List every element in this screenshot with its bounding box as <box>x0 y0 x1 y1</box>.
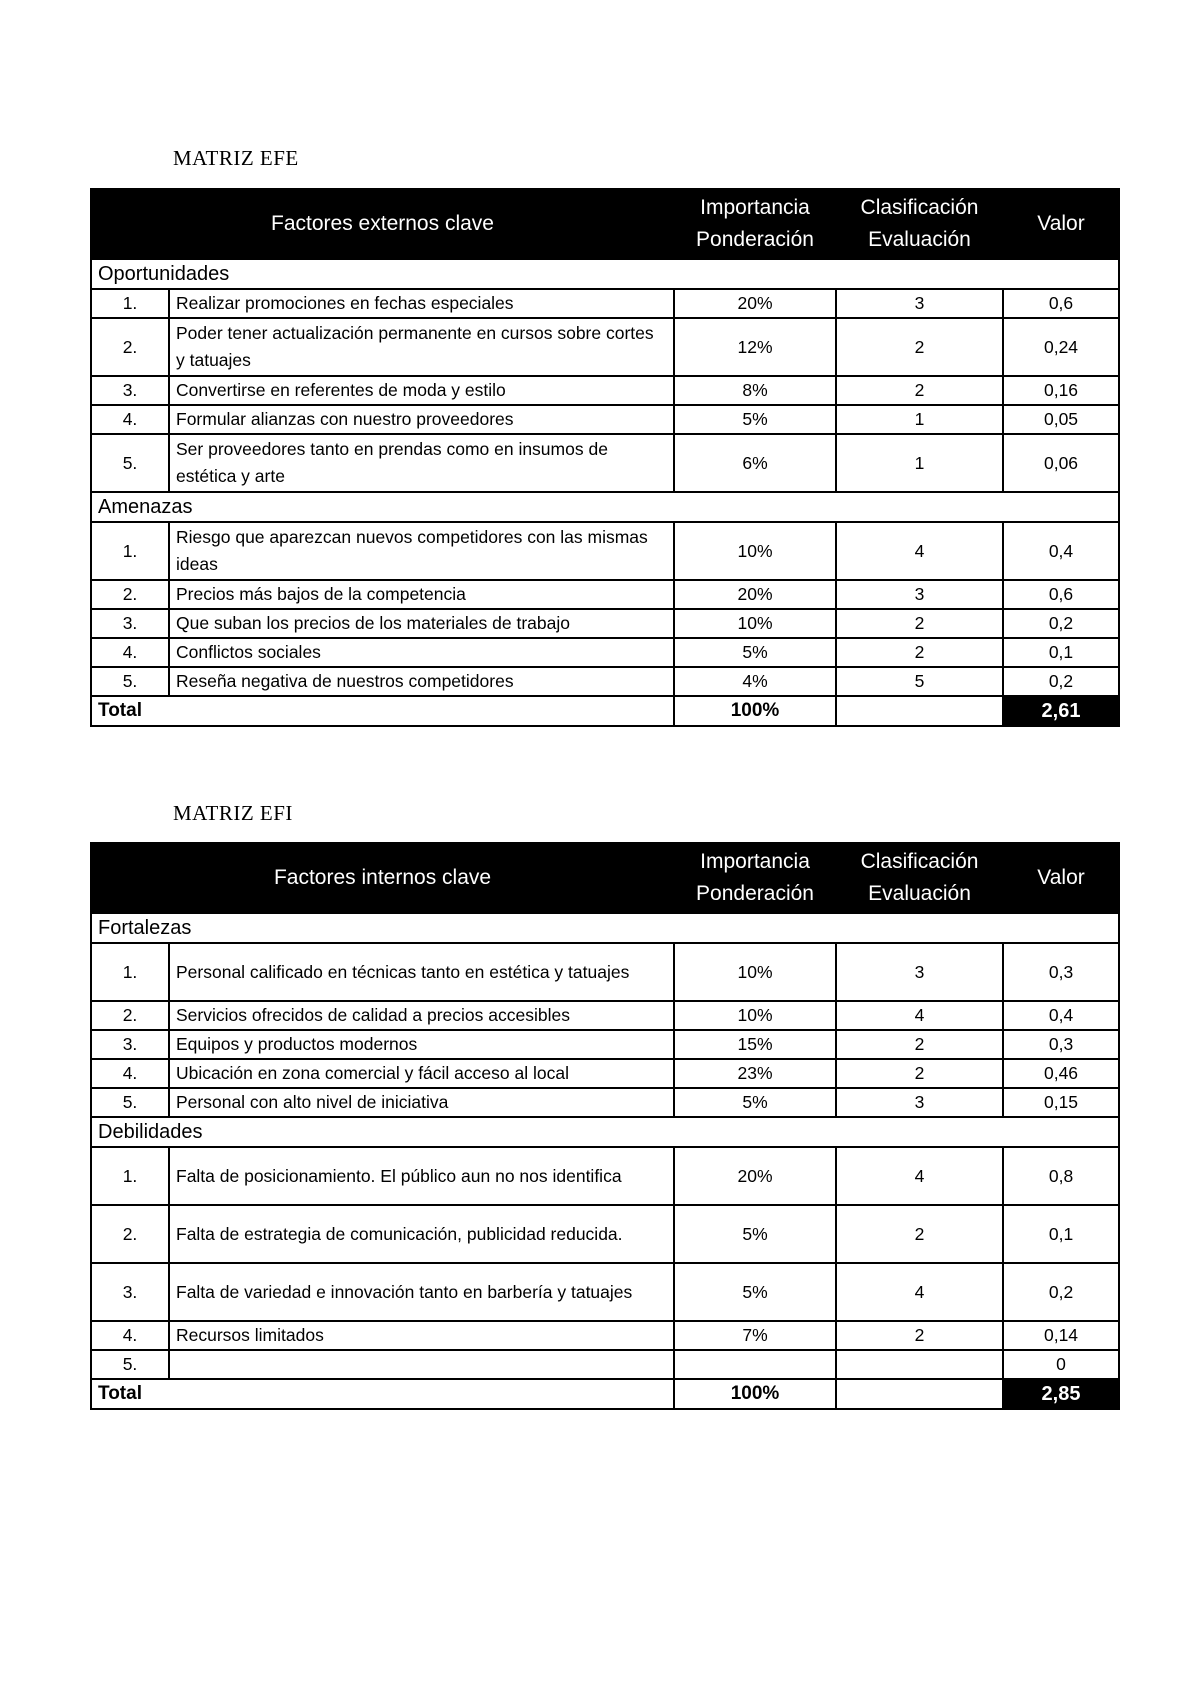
table-row <box>91 376 1119 405</box>
row-importance: 10% <box>674 1001 836 1030</box>
row-importance: 5% <box>674 1205 836 1263</box>
row-factor: Servicios ofrecidos de calidad a precios accesibles <box>169 1001 674 1030</box>
row-number: 4. <box>91 638 169 667</box>
row-rating: 4 <box>836 522 1003 580</box>
row-importance: 8% <box>674 376 836 405</box>
row-factor: Realizar promociones en fechas especiales <box>169 289 674 318</box>
row-number: 3. <box>91 376 169 405</box>
efi-header-value: Valor <box>1003 843 1119 913</box>
row-factor: Falta de estrategia de comunicación, publicidad reducida. <box>169 1205 674 1263</box>
row-number: 2. <box>91 318 169 376</box>
efe-total-label: Total <box>91 696 674 726</box>
row-rating: 2 <box>836 1321 1003 1350</box>
row-rating: 5 <box>836 667 1003 696</box>
row-number: 2. <box>91 580 169 609</box>
table-row <box>91 1263 1119 1321</box>
row-importance: 12% <box>674 318 836 376</box>
efi-header-classification-line1: Clasificación <box>860 850 979 873</box>
efi-title: MATRIZ EFI <box>173 801 293 825</box>
row-rating: 2 <box>836 609 1003 638</box>
efi-header-importance-line1: Importancia <box>700 850 810 873</box>
row-factor: Ubicación en zona comercial y fácil acceso al local <box>169 1059 674 1088</box>
row-factor: Falta de posicionamiento. El público aun no nos identifica <box>169 1147 674 1205</box>
efi-header-classification <box>836 843 1003 913</box>
row-number: 2. <box>91 1205 169 1263</box>
row-value: 0,15 <box>1003 1088 1119 1117</box>
row-value: 0,16 <box>1003 376 1119 405</box>
row-rating: 2 <box>836 1030 1003 1059</box>
row-value: 0,46 <box>1003 1059 1119 1088</box>
row-factor: Riesgo que aparezcan nuevos competidores con las mismas ideas <box>169 522 674 580</box>
row-value: 0,24 <box>1003 318 1119 376</box>
efi-total-value: 2,85 <box>1003 1379 1119 1409</box>
table-row <box>91 405 1119 434</box>
row-importance: 15% <box>674 1030 836 1059</box>
row-factor: Ser proveedores tanto en prendas como en insumos de estética y arte <box>169 434 674 492</box>
efe-header-importance-line2: Ponderación <box>696 228 814 251</box>
row-importance: 5% <box>674 1263 836 1321</box>
efi-header-importance-line2: Ponderación <box>696 882 814 905</box>
table-row <box>91 318 1119 376</box>
row-rating: 2 <box>836 638 1003 667</box>
table-row <box>91 638 1119 667</box>
row-importance: 23% <box>674 1059 836 1088</box>
efe-total-row <box>91 696 1119 726</box>
section-row <box>91 259 1119 289</box>
row-number: 5. <box>91 434 169 492</box>
row-number: 4. <box>91 1321 169 1350</box>
efe-header-value: Valor <box>1003 189 1119 259</box>
table-row <box>91 1147 1119 1205</box>
row-rating: 4 <box>836 1147 1003 1205</box>
efe-matrix-table <box>90 188 1120 727</box>
row-factor: Personal calificado en técnicas tanto en estética y tatuajes <box>169 943 674 1001</box>
row-value: 0,4 <box>1003 522 1119 580</box>
efi-header-importance <box>674 843 836 913</box>
row-importance: 20% <box>674 580 836 609</box>
efe-header-classification <box>836 189 1003 259</box>
efe-total-importance: 100% <box>674 696 836 726</box>
row-value: 0,4 <box>1003 1001 1119 1030</box>
efi-total-label: Total <box>91 1379 674 1409</box>
row-rating: 2 <box>836 376 1003 405</box>
section-label-fortalezas: Fortalezas <box>91 913 1119 943</box>
row-factor: Formular alianzas con nuestro proveedores <box>169 405 674 434</box>
table-row <box>91 522 1119 580</box>
row-importance: 20% <box>674 1147 836 1205</box>
row-rating: 1 <box>836 434 1003 492</box>
table-row <box>91 943 1119 1001</box>
row-importance: 20% <box>674 289 836 318</box>
efi-total-rating-empty <box>836 1379 1003 1409</box>
row-value: 0,14 <box>1003 1321 1119 1350</box>
row-importance: 10% <box>674 943 836 1001</box>
row-rating: 2 <box>836 1059 1003 1088</box>
efe-header-importance <box>674 189 836 259</box>
row-number: 1. <box>91 522 169 580</box>
row-rating: 3 <box>836 289 1003 318</box>
table-row <box>91 580 1119 609</box>
table-row <box>91 289 1119 318</box>
row-number: 5. <box>91 1350 169 1379</box>
row-rating: 3 <box>836 943 1003 1001</box>
section-label-amenazas: Amenazas <box>91 492 1119 522</box>
row-importance: 6% <box>674 434 836 492</box>
efe-header-classification-line2: Evaluación <box>868 228 971 251</box>
row-number: 1. <box>91 289 169 318</box>
row-importance: 5% <box>674 638 836 667</box>
row-importance: 10% <box>674 522 836 580</box>
efi-header-classification-line2: Evaluación <box>868 882 971 905</box>
table-row <box>91 667 1119 696</box>
row-importance: 7% <box>674 1321 836 1350</box>
section-row <box>91 1117 1119 1147</box>
row-number: 1. <box>91 1147 169 1205</box>
efe-header-importance-line1: Importancia <box>700 196 810 219</box>
row-value: 0,1 <box>1003 1205 1119 1263</box>
row-rating <box>836 1350 1003 1379</box>
section-row <box>91 492 1119 522</box>
row-rating: 4 <box>836 1001 1003 1030</box>
row-number: 3. <box>91 609 169 638</box>
table-row <box>91 1001 1119 1030</box>
table-row <box>91 1205 1119 1263</box>
efe-total-value: 2,61 <box>1003 696 1119 726</box>
row-importance: 5% <box>674 405 836 434</box>
row-value: 0,8 <box>1003 1147 1119 1205</box>
row-factor: Falta de variedad e innovación tanto en barbería y tatuajes <box>169 1263 674 1321</box>
row-importance: 4% <box>674 667 836 696</box>
row-number: 5. <box>91 667 169 696</box>
row-rating: 2 <box>836 1205 1003 1263</box>
row-factor: Personal con alto nivel de iniciativa <box>169 1088 674 1117</box>
row-number: 4. <box>91 1059 169 1088</box>
section-label-debilidades: Debilidades <box>91 1117 1119 1147</box>
row-value: 0,06 <box>1003 434 1119 492</box>
row-value: 0,05 <box>1003 405 1119 434</box>
row-number: 1. <box>91 943 169 1001</box>
row-number: 4. <box>91 405 169 434</box>
row-factor: Conflictos sociales <box>169 638 674 667</box>
efi-header-row <box>91 843 1119 913</box>
efe-header-factor: Factores externos clave <box>91 189 674 259</box>
table-row <box>91 434 1119 492</box>
row-factor <box>169 1350 674 1379</box>
row-value: 0,1 <box>1003 638 1119 667</box>
row-factor: Recursos limitados <box>169 1321 674 1350</box>
efi-total-row <box>91 1379 1119 1409</box>
row-number: 3. <box>91 1030 169 1059</box>
row-rating: 1 <box>836 405 1003 434</box>
row-value: 0,2 <box>1003 1263 1119 1321</box>
row-importance: 5% <box>674 1088 836 1117</box>
row-value: 0,2 <box>1003 667 1119 696</box>
table-row <box>91 1030 1119 1059</box>
row-value: 0,6 <box>1003 289 1119 318</box>
row-factor: Equipos y productos modernos <box>169 1030 674 1059</box>
row-factor: Precios más bajos de la competencia <box>169 580 674 609</box>
table-row <box>91 609 1119 638</box>
row-value: 0,2 <box>1003 609 1119 638</box>
row-rating: 3 <box>836 1088 1003 1117</box>
row-value: 0,3 <box>1003 943 1119 1001</box>
efi-header-factor: Factores internos clave <box>91 843 674 913</box>
efe-header-classification-line1: Clasificación <box>860 196 979 219</box>
efi-total-importance: 100% <box>674 1379 836 1409</box>
row-value: 0,3 <box>1003 1030 1119 1059</box>
row-number: 3. <box>91 1263 169 1321</box>
table-row <box>91 1350 1119 1379</box>
section-row <box>91 913 1119 943</box>
row-number: 2. <box>91 1001 169 1030</box>
row-rating: 3 <box>836 580 1003 609</box>
row-factor: Reseña negativa de nuestros competidores <box>169 667 674 696</box>
table-row <box>91 1321 1119 1350</box>
row-number: 5. <box>91 1088 169 1117</box>
table-row <box>91 1088 1119 1117</box>
efe-total-rating-empty <box>836 696 1003 726</box>
efi-matrix-table <box>90 842 1120 1410</box>
table-row <box>91 1059 1119 1088</box>
row-factor: Poder tener actualización permanente en cursos sobre cortes y tatuajes <box>169 318 674 376</box>
row-importance: 10% <box>674 609 836 638</box>
row-importance <box>674 1350 836 1379</box>
row-value: 0,6 <box>1003 580 1119 609</box>
row-factor: Convertirse en referentes de moda y estilo <box>169 376 674 405</box>
efe-title: MATRIZ EFE <box>173 146 299 170</box>
row-rating: 2 <box>836 318 1003 376</box>
efe-header-row <box>91 189 1119 259</box>
row-rating: 4 <box>836 1263 1003 1321</box>
row-factor: Que suban los precios de los materiales de trabajo <box>169 609 674 638</box>
row-value: 0 <box>1003 1350 1119 1379</box>
section-label-oportunidades: Oportunidades <box>91 259 1119 289</box>
